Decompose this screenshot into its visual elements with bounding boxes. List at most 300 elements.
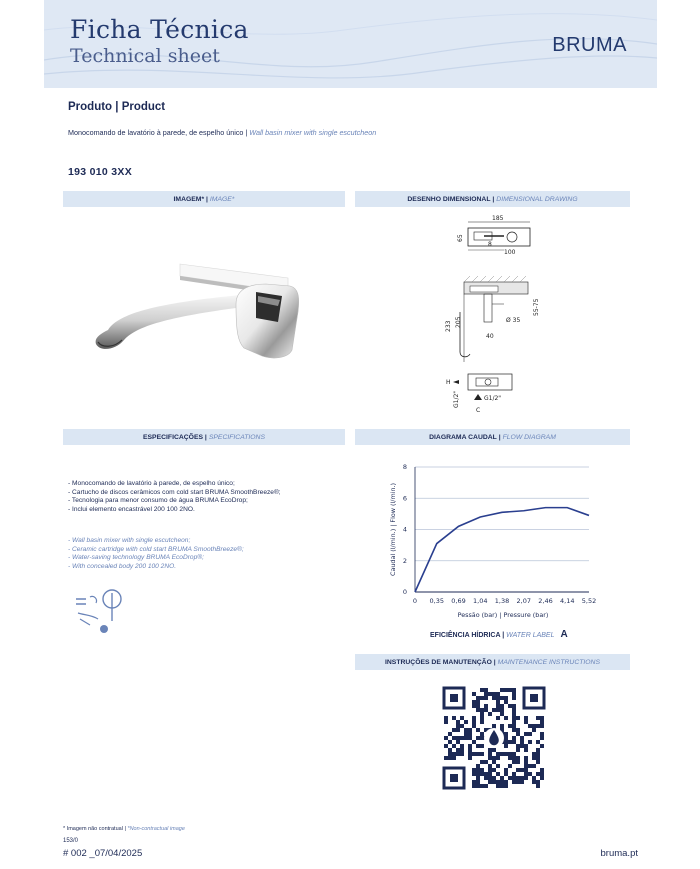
- qr-module: [512, 736, 516, 740]
- qr-module: [512, 740, 516, 744]
- footer-ref: 153/0: [63, 838, 79, 844]
- qr-module: [488, 756, 492, 760]
- specs-en-list: [68, 537, 244, 571]
- qr-module: [504, 768, 508, 772]
- bar-maintenance-en: MAINTENANCE INSTRUCTIONS: [497, 658, 600, 666]
- qr-module: [492, 724, 496, 728]
- qr-module: [528, 724, 532, 728]
- product-image: [88, 252, 308, 362]
- x-tick-label: 0,69: [451, 597, 466, 605]
- qr-module: [452, 728, 456, 732]
- qr-module: [528, 764, 532, 768]
- qr-module: [484, 688, 488, 692]
- qr-module: [476, 772, 480, 776]
- qr-module: [512, 752, 516, 756]
- qr-module: [472, 780, 476, 784]
- dimensional-drawing: [440, 212, 580, 422]
- qr-module: [480, 752, 484, 756]
- qr-module: [524, 716, 528, 720]
- bar-specs-pt: ESPECIFICAÇÕES: [142, 433, 204, 441]
- flow-series-line: [415, 508, 589, 592]
- qr-module: [516, 760, 520, 764]
- qr-module: [536, 760, 540, 764]
- qr-module: [496, 764, 500, 768]
- bar-flow-en: FLOW DIAGRAM: [502, 433, 556, 441]
- qr-module: [524, 772, 528, 776]
- qr-module: [488, 752, 492, 756]
- title-pt: Ficha Técnica: [70, 15, 249, 44]
- y-tick-label: 6: [402, 494, 407, 503]
- chart-grid: [415, 467, 589, 592]
- spec-en-item: - With concealed body 200 100 2NO.: [68, 562, 177, 570]
- qr-module: [524, 756, 528, 760]
- qr-module: [476, 696, 480, 700]
- qr-module: [524, 768, 528, 772]
- qr-module: [484, 692, 488, 696]
- product-heading: Produto | Product: [68, 101, 166, 113]
- product-heading-en: Product: [121, 101, 166, 113]
- qr-module: [476, 776, 480, 780]
- qr-module: [476, 736, 480, 740]
- qr-module: [536, 772, 540, 776]
- qr-module: [540, 768, 544, 772]
- x-tick-label: 2,46: [538, 597, 553, 605]
- qr-module: [472, 720, 476, 724]
- x-tick-label: 1,04: [473, 597, 488, 605]
- qr-module: [532, 728, 536, 732]
- x-axis-label: Pessão (bar) | Pressure (bar): [457, 611, 549, 619]
- qr-module: [536, 756, 540, 760]
- qr-module: [492, 692, 496, 696]
- qr-module: [512, 688, 516, 692]
- qr-module: [456, 752, 460, 756]
- qr-module: [480, 716, 484, 720]
- qr-module: [528, 740, 532, 744]
- qr-module: [512, 780, 516, 784]
- qr-module: [476, 708, 480, 712]
- qr-module: [492, 748, 496, 752]
- qr-module: [448, 752, 452, 756]
- qr-module: [488, 764, 492, 768]
- y-tick-label: 2: [402, 556, 407, 565]
- qr-module: [496, 692, 500, 696]
- qr-module: [460, 736, 464, 740]
- qr-module: [448, 748, 452, 752]
- spec-pt-item: - Monocomando de lavatório à parede, de espelho único;: [68, 480, 235, 487]
- dim-8: 8: [488, 241, 492, 248]
- qr-module: [500, 704, 504, 708]
- qr-module: [512, 712, 516, 716]
- qr-module: [468, 732, 472, 736]
- water-label-grade: A: [560, 629, 568, 640]
- qr-module: [536, 724, 540, 728]
- product-code: 193 010 3XX: [68, 166, 133, 178]
- qr-module: [480, 688, 484, 692]
- qr-module: [488, 712, 492, 716]
- qr-module: [504, 784, 508, 788]
- qr-module: [512, 760, 516, 764]
- bar-image-pt: IMAGEM*: [173, 195, 205, 203]
- qr-module: [496, 696, 500, 700]
- bar-specs: ESPECIFICAÇÕES | SPECIFICATIONS: [63, 429, 345, 445]
- qr-module: [460, 752, 464, 756]
- qr-module: [476, 780, 480, 784]
- spec-pt-item: - Cartucho de discos cerâmicos com cold start BRUMA SmoothBreeze®;: [68, 488, 281, 496]
- qr-module: [496, 772, 500, 776]
- qr-module: [528, 772, 532, 776]
- x-tick-label: 1,38: [494, 597, 510, 605]
- qr-module: [540, 744, 544, 748]
- qr-module: [484, 760, 488, 764]
- dim-233: 233: [445, 320, 452, 332]
- qr-module: [520, 744, 524, 748]
- qr-module: [536, 740, 540, 744]
- qr-module: [452, 736, 456, 740]
- qr-module: [484, 772, 488, 776]
- qr-module: [448, 740, 452, 744]
- qr-module: [496, 780, 500, 784]
- qr-module: [500, 696, 504, 700]
- qr-module: [532, 724, 536, 728]
- qr-module: [504, 688, 508, 692]
- qr-module: [516, 744, 520, 748]
- qr-module: [460, 716, 464, 720]
- qr-module: [460, 744, 464, 748]
- qr-module: [512, 772, 516, 776]
- qr-module: [488, 748, 492, 752]
- qr-module: [496, 752, 500, 756]
- qr-module: [472, 784, 476, 788]
- water-label-en: WATER LABEL: [506, 632, 555, 639]
- qr-module: [464, 720, 468, 724]
- qr-code[interactable]: [440, 684, 548, 792]
- qr-module: [512, 696, 516, 700]
- y-axis-label: Caudal (l/min.) | Flow (l/min.): [389, 482, 397, 577]
- x-tick-label: 4,14: [560, 597, 575, 605]
- qr-module: [456, 724, 460, 728]
- qr-module: [500, 780, 504, 784]
- qr-module: [500, 784, 504, 788]
- qr-module: [476, 728, 480, 732]
- qr-module: [492, 708, 496, 712]
- qr-module: [540, 772, 544, 776]
- bar-image-en: IMAGE*: [209, 195, 235, 203]
- qr-module: [496, 756, 500, 760]
- qr-module: [504, 732, 508, 736]
- qr-module: [516, 728, 520, 732]
- qr-module: [452, 756, 456, 760]
- brand-logo: BRUMA: [552, 34, 627, 56]
- qr-module: [472, 724, 476, 728]
- qr-module: [512, 720, 516, 724]
- qr-module: [508, 740, 512, 744]
- dim-205: 205: [455, 316, 462, 328]
- qr-module: [512, 724, 516, 728]
- qr-module: [500, 708, 504, 712]
- water-label-pt: EFICIÊNCIA HÍDRICA: [430, 632, 501, 639]
- qr-module: [452, 752, 456, 756]
- bar-flow: DIAGRAMA CAUDAL | FLOW DIAGRAM: [355, 429, 630, 445]
- product-heading-pt: Produto: [68, 101, 113, 113]
- qr-module: [480, 720, 484, 724]
- qr-module: [452, 744, 456, 748]
- bar-image: IMAGEM* | IMAGE*: [63, 191, 345, 207]
- x-tick-label: 0,35: [429, 597, 444, 605]
- qr-module: [472, 740, 476, 744]
- qr-module: [520, 776, 524, 780]
- y-tick-label: 4: [402, 525, 407, 534]
- qr-module: [472, 716, 476, 720]
- bar-maintenance-pt: INSTRUÇÕES DE MANUTENÇÃO: [384, 658, 492, 666]
- qr-module: [512, 692, 516, 696]
- qr-module: [500, 776, 504, 780]
- dim-g2: G1/2": [484, 395, 502, 402]
- qr-module: [524, 732, 528, 736]
- qr-module: [508, 756, 512, 760]
- qr-module: [504, 772, 508, 776]
- x-ticks: [413, 597, 596, 605]
- flow-chart: [383, 455, 608, 625]
- qr-module: [444, 756, 448, 760]
- qr-module: [520, 780, 524, 784]
- qr-module: [480, 708, 484, 712]
- qr-module: [452, 716, 456, 720]
- qr-module: [484, 708, 488, 712]
- qr-module: [444, 736, 448, 740]
- qr-module: [484, 704, 488, 708]
- x-tick-label: 2,07: [516, 597, 531, 605]
- qr-module: [508, 688, 512, 692]
- qr-module: [488, 772, 492, 776]
- qr-module: [532, 756, 536, 760]
- qr-module: [508, 764, 512, 768]
- spec-en-item: - Wall basin mixer with single escutcheon;: [68, 537, 191, 544]
- qr-module: [464, 728, 468, 732]
- qr-module: [504, 740, 508, 744]
- qr-module: [472, 768, 476, 772]
- qr-module: [512, 704, 516, 708]
- bar-flow-pt: DIAGRAMA CAUDAL: [429, 433, 497, 441]
- qr-module: [536, 784, 540, 788]
- spec-pt-item: - Inclui elemento encastrável 200 100 2NO.: [68, 505, 195, 513]
- qr-module: [456, 720, 460, 724]
- qr-module: [464, 732, 468, 736]
- qr-module: [480, 784, 484, 788]
- qr-module: [484, 696, 488, 700]
- qr-module: [532, 764, 536, 768]
- qr-module: [540, 716, 544, 720]
- dim-185: 185: [492, 215, 504, 222]
- qr-module: [464, 736, 468, 740]
- qr-module: [508, 776, 512, 780]
- footer-note-pt: * Imagem não contratual: [63, 826, 123, 832]
- qr-module: [512, 728, 516, 732]
- qr-module: [492, 776, 496, 780]
- qr-module: [488, 780, 492, 784]
- qr-module: [516, 756, 520, 760]
- qr-module: [512, 756, 516, 760]
- qr-module: [504, 780, 508, 784]
- qr-module: [448, 732, 452, 736]
- qr-module: [484, 784, 488, 788]
- qr-module: [500, 688, 504, 692]
- qr-module: [476, 704, 480, 708]
- qr-module: [516, 780, 520, 784]
- qr-module: [508, 724, 512, 728]
- qr-module: [492, 768, 496, 772]
- qr-module: [508, 704, 512, 708]
- qr-module: [500, 752, 504, 756]
- qr-module: [476, 700, 480, 704]
- dim-100: 100: [504, 249, 516, 256]
- qr-module: [496, 784, 500, 788]
- qr-module: [476, 752, 480, 756]
- qr-module: [444, 720, 448, 724]
- qr-module: [504, 696, 508, 700]
- qr-module: [492, 760, 496, 764]
- qr-module: [468, 728, 472, 732]
- inlet-h: H: [446, 379, 451, 386]
- qr-module: [496, 716, 500, 720]
- qr-module: [476, 784, 480, 788]
- qr-module: [524, 720, 528, 724]
- qr-module: [516, 716, 520, 720]
- header-banner: [44, 0, 657, 88]
- features-icon: [74, 585, 130, 635]
- qr-module: [524, 776, 528, 780]
- specs-pt-list: [68, 480, 281, 514]
- qr-module: [496, 700, 500, 704]
- qr-module: [504, 744, 508, 748]
- dim-65: 65: [457, 234, 464, 242]
- qr-module: [484, 776, 488, 780]
- qr-module: [496, 704, 500, 708]
- bar-drawing-en: DIMENSIONAL DRAWING: [496, 195, 578, 203]
- qr-module: [492, 780, 496, 784]
- bar-drawing: DESENHO DIMENSIONAL | DIMENSIONAL DRAWING: [355, 191, 630, 207]
- qr-module: [532, 776, 536, 780]
- qr-module: [472, 704, 476, 708]
- qr-module: [488, 768, 492, 772]
- qr-module: [516, 748, 520, 752]
- qr-module: [456, 728, 460, 732]
- qr-module: [524, 760, 528, 764]
- title-en: Technical sheet: [70, 45, 220, 67]
- qr-module: [472, 700, 476, 704]
- qr-module: [460, 748, 464, 752]
- qr-module: [472, 772, 476, 776]
- qr-module: [488, 776, 492, 780]
- qr-module: [532, 780, 536, 784]
- qr-module: [476, 744, 480, 748]
- description-pt: Monocomando de lavatório à parede, de espelho único: [68, 128, 244, 137]
- qr-module: [512, 716, 516, 720]
- qr-module: [472, 752, 476, 756]
- qr-module: [536, 752, 540, 756]
- footer-doc: # 002 _07/04/2025: [63, 848, 143, 859]
- qr-module: [536, 780, 540, 784]
- qr-module: [504, 752, 508, 756]
- qr-module: [516, 732, 520, 736]
- qr-module: [480, 772, 484, 776]
- inlet-c: C: [476, 407, 481, 414]
- spec-pt-item: - Tecnologia para menor consumo de água BRUMA EcoDrop;: [68, 497, 248, 505]
- qr-module: [528, 732, 532, 736]
- qr-module: [512, 708, 516, 712]
- qr-module: [496, 708, 500, 712]
- qr-module: [504, 716, 508, 720]
- dim-d35: Ø 35: [506, 317, 521, 324]
- footer-site[interactable]: bruma.pt: [600, 848, 638, 859]
- qr-module: [520, 736, 524, 740]
- qr-module: [448, 756, 452, 760]
- product-description: Monocomando de lavatório à parede, de espelho único | Wall basin mixer with single escutcheon: [68, 128, 377, 137]
- qr-module: [488, 692, 492, 696]
- x-tick-label: 5,52: [581, 597, 597, 605]
- qr-module: [504, 736, 508, 740]
- bar-drawing-pt: DESENHO DIMENSIONAL: [407, 195, 491, 203]
- qr-module: [480, 736, 484, 740]
- qr-module: [480, 744, 484, 748]
- qr-module: [444, 716, 448, 720]
- qr-module: [516, 776, 520, 780]
- qr-module: [532, 752, 536, 756]
- qr-module: [520, 740, 524, 744]
- qr-module: [508, 752, 512, 756]
- qr-module: [540, 776, 544, 780]
- qr-module: [524, 744, 528, 748]
- spec-en-item: - Ceramic cartridge with cold start BRUMA SmoothBreeze®;: [68, 545, 244, 553]
- qr-module: [536, 748, 540, 752]
- qr-module: [444, 744, 448, 748]
- qr-module: [480, 760, 484, 764]
- qr-module: [468, 736, 472, 740]
- x-tick-label: 0: [412, 597, 418, 605]
- qr-module: [500, 712, 504, 716]
- qr-module: [468, 752, 472, 756]
- qr-module: [540, 732, 544, 736]
- bar-specs-en: SPECIFICATIONS: [208, 433, 265, 441]
- qr-module: [460, 724, 464, 728]
- qr-module: [480, 732, 484, 736]
- qr-module: [500, 724, 504, 728]
- qr-module: [536, 716, 540, 720]
- dim-g1: G1/2": [453, 390, 460, 408]
- qr-module: [540, 720, 544, 724]
- y-tick-label: 0: [402, 588, 407, 596]
- qr-module: [480, 768, 484, 772]
- spec-en-item: - Water-saving technology BRUMA EcoDrop®;: [68, 554, 204, 562]
- qr-module: [524, 748, 528, 752]
- qr-module: [456, 748, 460, 752]
- qr-module: [468, 756, 472, 760]
- qr-module: [480, 696, 484, 700]
- qr-module: [540, 724, 544, 728]
- qr-module: [456, 740, 460, 744]
- qr-module: [468, 748, 472, 752]
- qr-module: [468, 744, 472, 748]
- description-en: Wall basin mixer with single escutcheon: [249, 128, 377, 137]
- qr-module: [492, 696, 496, 700]
- qr-module: [480, 712, 484, 716]
- qr-module: [524, 764, 528, 768]
- bar-maintenance: INSTRUÇÕES DE MANUTENÇÃO | MAINTENANCE INSTRUCTIONS: [355, 654, 630, 670]
- water-label: EFICIÊNCIA HÍDRICA | WATER LABEL A: [430, 629, 568, 640]
- footer-note-en: *Non-contractual image: [127, 826, 185, 832]
- qr-module: [540, 736, 544, 740]
- qr-module: [520, 768, 524, 772]
- qr-module: [504, 700, 508, 704]
